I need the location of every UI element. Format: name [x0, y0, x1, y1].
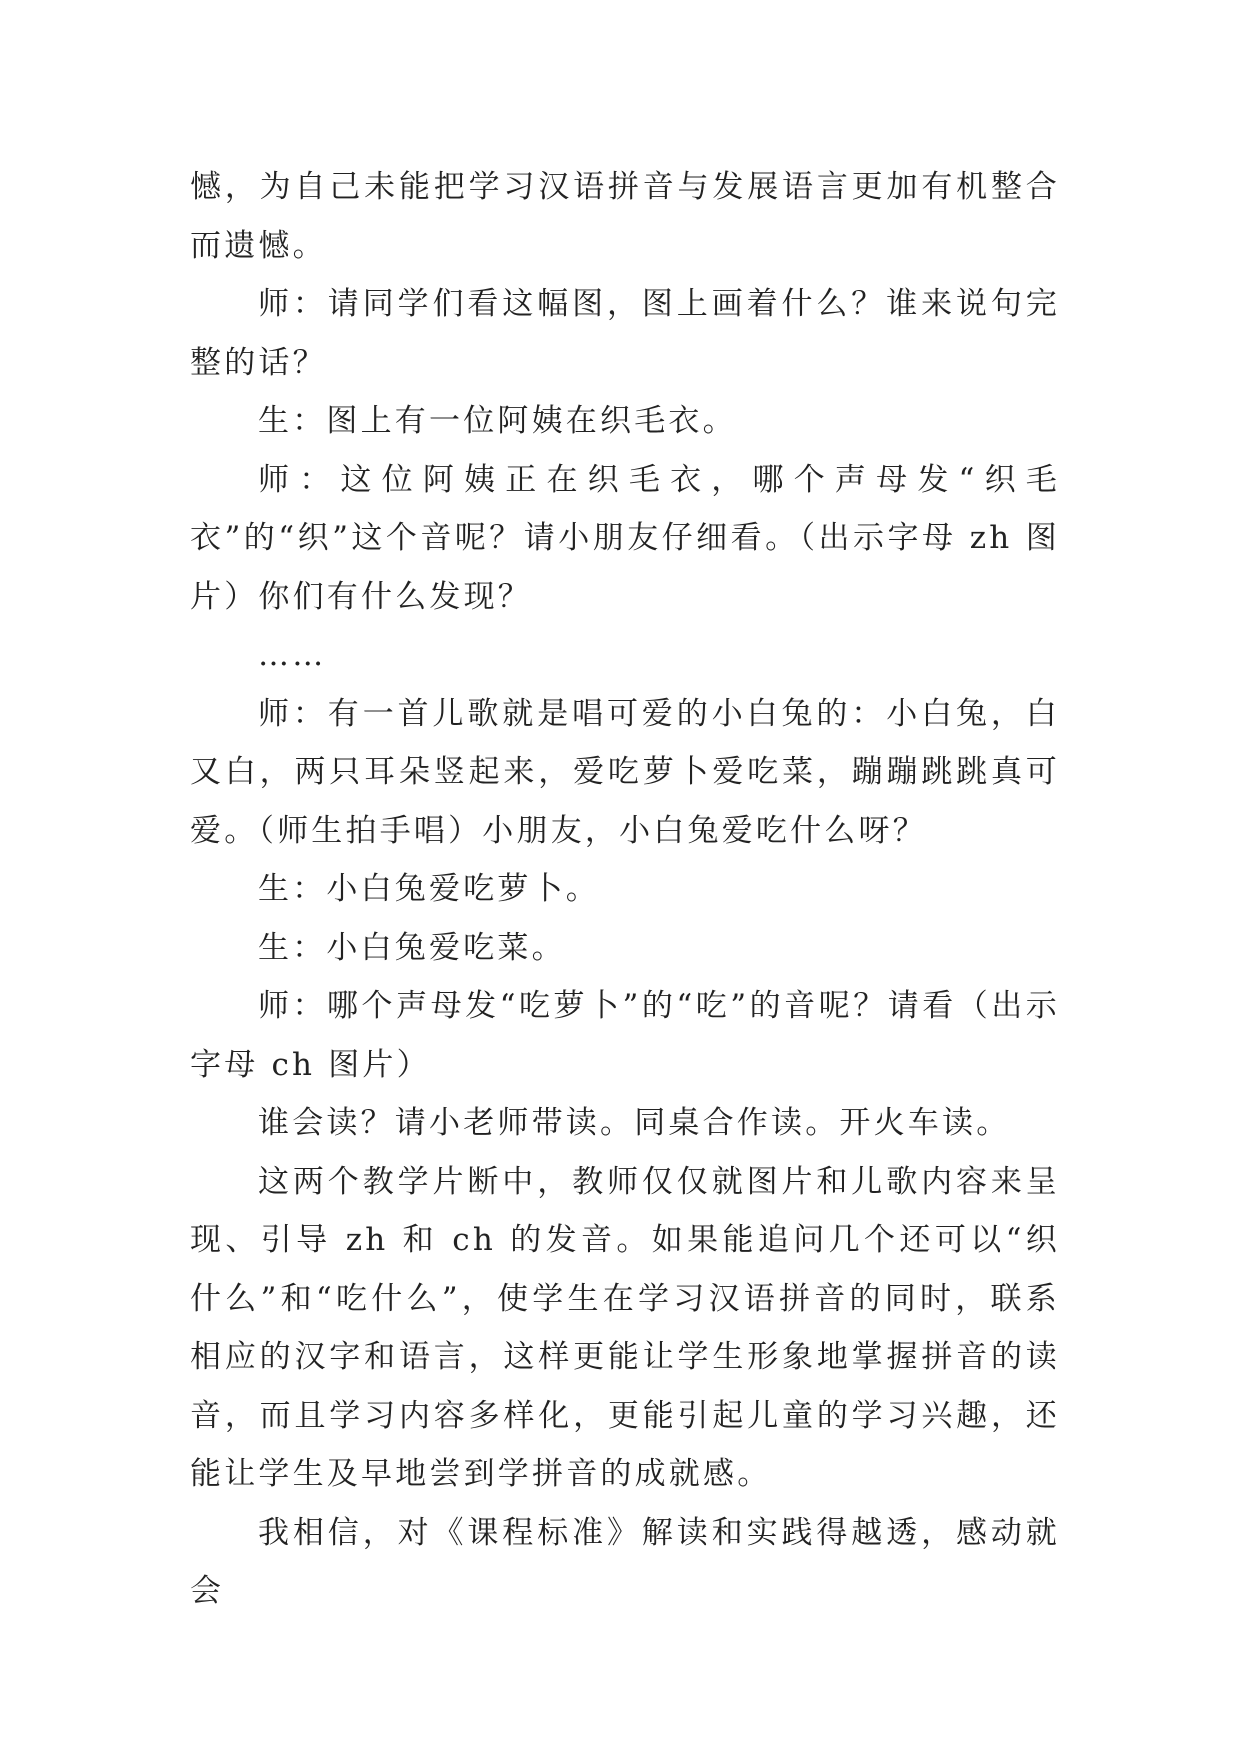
paragraph-teacher-rabbit-song: 师：有一首儿歌就是唱可爱的小白兔的：小白兔，白又白，两只耳朵竖起来，爱吃萝卜爱吃菜，蹦蹦跳跳真可爱。（师生拍手唱）小朋友，小白兔爱吃什么呀？ — [190, 695, 1060, 849]
paragraph-student-answer-radish: 生：小白兔爱吃萝卜。 — [258, 871, 600, 907]
paragraph-analysis: 这两个教学片断中，教师仅仅就图片和儿歌内容来呈现、引导 zh 和 ch 的发音。如果能追问几个还可以“织什么”和“吃什么”，使学生在学习汉语拼音的同时，联系相应的汉字和语言，这样更能让学生形象地掌握拼音的读音，而且学习内容多样化，更能引起儿童的学习兴趣，还能让学生及早地尝到学拼音的成就感。 — [190, 1163, 1060, 1492]
paragraph-teacher-zh: 师：这位阿姨正在织毛衣，哪个声母发“织毛衣”的“织”这个音呢？请小朋友仔细看。（出示字母 zh 图片）你们有什么发现？ — [190, 461, 1060, 615]
paragraph-teacher-ch: 师：哪个声母发“吃萝卜”的“吃”的音呢？请看（出示字母 ch 图片） — [190, 988, 1060, 1083]
paragraph-student-answer-vegetable: 生：小白兔爱吃菜。 — [258, 929, 566, 966]
paragraph-student-answer-knitting: 生：图上有一位阿姨在织毛衣。 — [258, 403, 737, 439]
paragraph-continuation: 憾，为自己未能把学习汉语拼音与发展语言更加有机整合而遗憾。 — [190, 169, 1060, 264]
paragraph-ellipsis: …… — [258, 637, 327, 673]
paragraph-reading-activities: 谁会读？请小老师带读。同桌合作读。开火车读。 — [258, 1105, 1011, 1141]
paragraph-conclusion: 我相信，对《课程标准》解读和实践得越透，感动就会 — [190, 1514, 1060, 1609]
paragraph-teacher-question-picture: 师：请同学们看这幅图，图上画着什么？谁来说句完整的话？ — [190, 286, 1060, 381]
body-text — [190, 158, 1060, 1621]
